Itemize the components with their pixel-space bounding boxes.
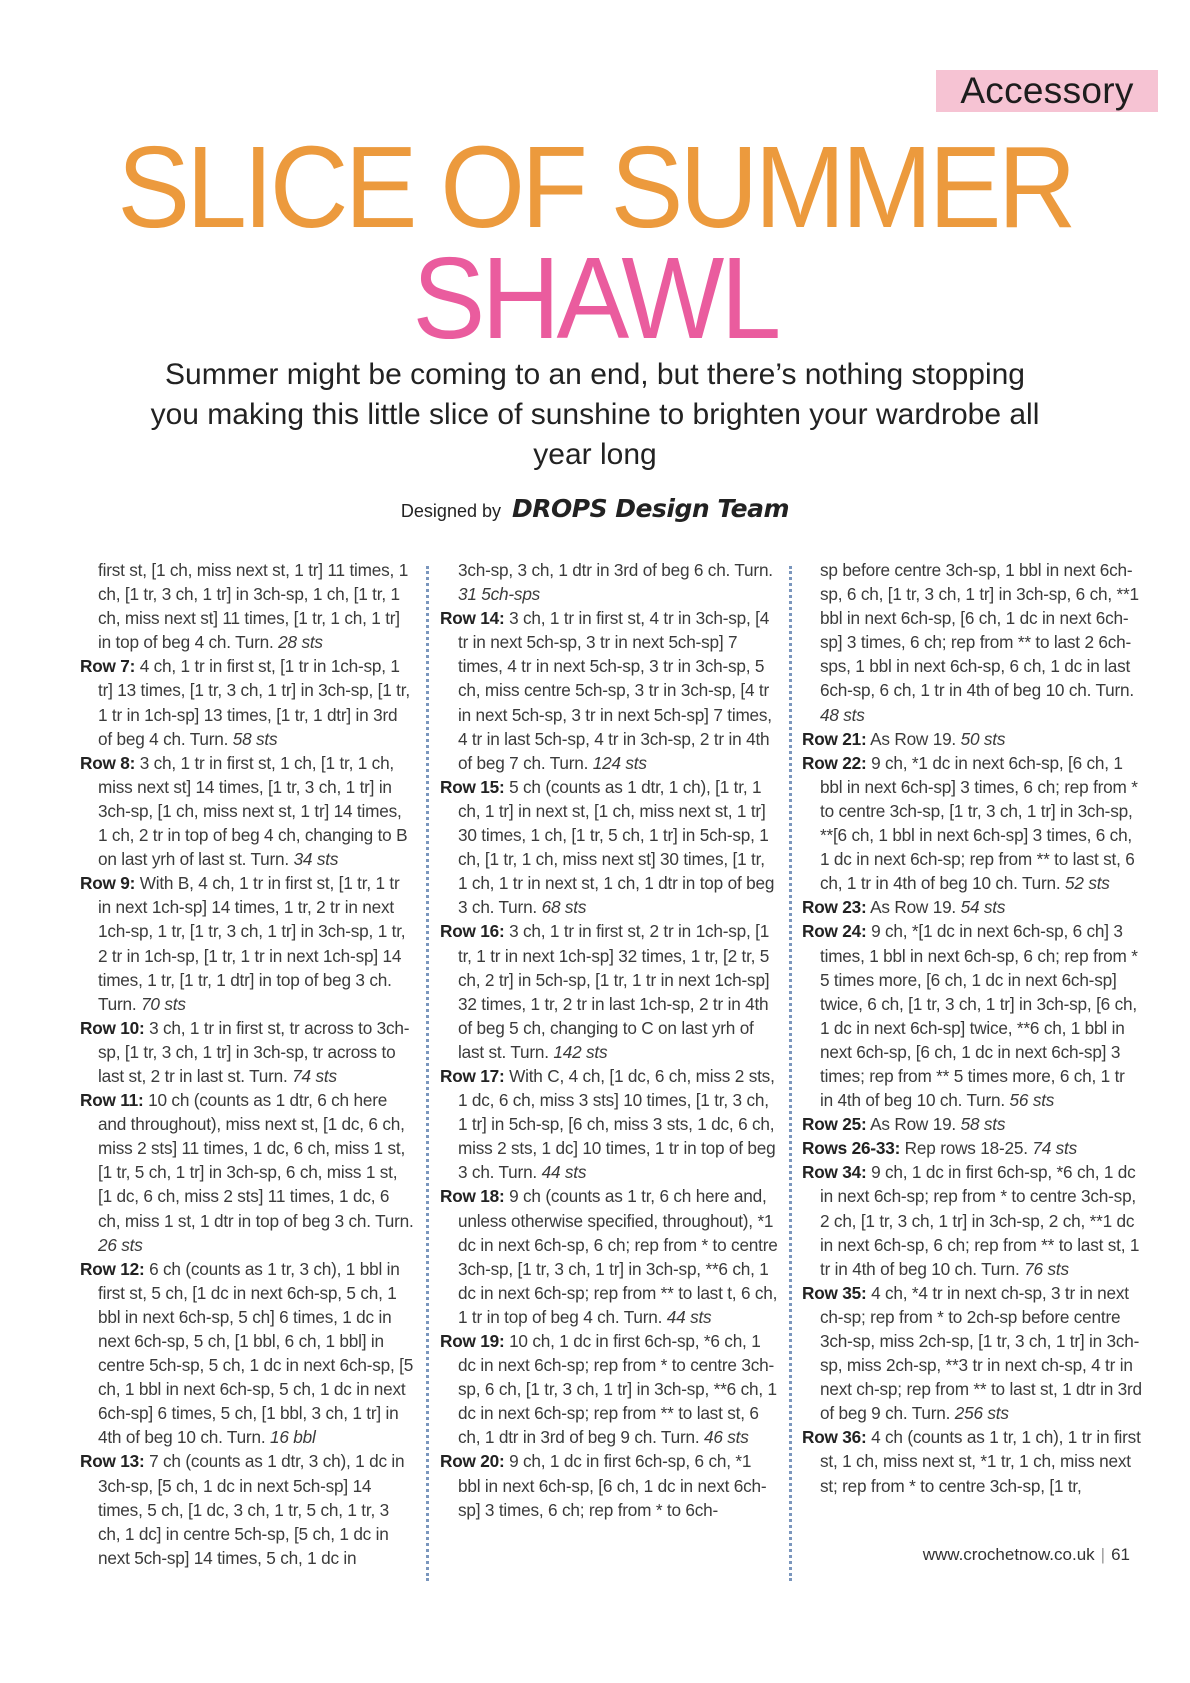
column-divider — [789, 566, 792, 1581]
row-label: Row 7: — [80, 656, 136, 677]
row-instructions: As Row 19. — [866, 897, 961, 918]
row-label: Rows 26-33: — [802, 1138, 901, 1159]
stitch-count: 54 sts — [960, 897, 1006, 918]
row-instructions: 9 ch (counts as 1 tr, 6 ch here and, unless otherwise specified, throughout), *1 dc in next 6ch-sp, 6 ch; rep from * to centre 3ch-sp, [1 tr, 3 ch, 1 tr] in 3ch-sp, **6 ch, 1 dc in next 6ch-sp; rep from ** to last t, 6 ch, 1 tr in top of beg 4 ch. Turn. — [458, 1186, 778, 1327]
designer-name: DROPS Design Team — [512, 494, 790, 523]
row-label: Row 36: — [802, 1427, 867, 1448]
row-instructions: With B, 4 ch, 1 tr in first st, [1 tr, 1 tr in next 1ch-sp] 14 times, 1 tr, 2 tr in next 1ch-sp, 1 tr, [1 tr, 3 ch, 1 tr] in 3ch-sp, 1 tr, 2 tr in 1ch-sp, [1 tr, 1 tr in next 1ch-sp] 14 times, 1 tr, [1 tr, 1 dtr] in top of beg 3 ch. Turn. — [98, 873, 406, 1014]
row-instructions: first st, [1 ch, miss next st, 1 tr] 11 times, 1 ch, [1 tr, 3 ch, 1 tr] in 3ch-sp, 1 ch, [1 tr, 1 ch, miss next st] 11 times, [1 tr, 1 ch, 1 tr] in top of beg 4 ch. Turn. — [98, 560, 409, 653]
pattern-row — [80, 751, 415, 871]
intro-text: Summer might be coming to an end, but there’s nothing stopping you making this little slice of sunshine to brighten your wardrobe all year long — [150, 358, 1040, 471]
row-label: Row 15: — [440, 776, 505, 797]
pattern-row — [440, 1329, 778, 1449]
row-label: Row 19: — [440, 1331, 505, 1351]
stitch-count: 58 sts — [960, 1114, 1006, 1135]
row-instructions: As Row 19. — [866, 728, 961, 749]
title-line-1: SLICE OF SUMMER — [117, 122, 1073, 252]
row-instructions: 9 ch, *1 dc in next 6ch-sp, [6 ch, 1 bbl in next 6ch-sp] 3 times, 6 ch; rep from * to centre 3ch-sp, [1 tr, 3 ch, 1 tr] in 3ch-sp, **[6 ch, 1 bbl in next 6ch-sp] 3 times, 6 ch, 1 dc in next 6ch-sp; rep from ** to last st, 6 ch, 1 tr in 4th of beg 10 ch. Turn. — [820, 752, 1138, 894]
pattern-row — [440, 606, 778, 775]
pattern-row — [440, 775, 778, 920]
pattern-row — [80, 654, 415, 750]
row-label: Row 24: — [802, 921, 867, 942]
row-instructions: 3ch-sp, 3 ch, 1 dtr in 3rd of beg 6 ch. Turn. — [458, 560, 773, 580]
stitch-count: 31 5ch-sps — [458, 584, 541, 605]
pattern-row — [802, 1425, 1142, 1497]
pattern-row — [802, 1281, 1142, 1426]
row-instructions: 3 ch, 1 tr in first st, 4 tr in 3ch-sp, [4 tr in next 5ch-sp, 3 tr in next 5ch-sp] 7 times, 4 tr in next 5ch-sp, 3 tr in 3ch-sp, 5 ch, miss centre 5ch-sp, 3 tr in 3ch-sp, [4 tr in next 5ch-sp, 3 tr in next 5ch-sp] 7 times, 4 tr in last 5ch-sp, 4 tr in 3ch-sp, 2 tr in 4th of beg 7 ch. Turn. — [458, 608, 772, 773]
pattern-row — [802, 727, 1142, 751]
byline-prefix: Designed by — [400, 501, 501, 521]
row-label: Row 21: — [802, 728, 867, 749]
stitch-count: 44 sts — [541, 1162, 587, 1183]
row-instructions: 3 ch, 1 tr in first st, 1 ch, [1 tr, 1 ch, miss next st] 14 times, [1 tr, 3 ch, 1 tr] in 3ch-sp, [1 ch, miss next st, 1 tr] 14 times, 1 ch, 2 tr in top of beg 4 ch, changing to B on last yrh of last st. Turn. — [98, 752, 408, 870]
row-instructions: 3 ch, 1 tr in first st, tr across to 3ch-sp, [1 tr, 3 ch, 1 tr] in 3ch-sp, tr across to last st, 2 tr in last st. Turn. — [98, 1017, 410, 1086]
page-footer — [923, 1545, 1130, 1565]
stitch-count: 74 sts — [292, 1065, 337, 1086]
row-instructions: 7 ch (counts as 1 dtr, 3 ch), 1 dc in 3ch-sp, [5 ch, 1 dc in next 5ch-sp] 14 times, 5 ch, [1 dc, 3 ch, 1 tr, 5 ch, 1 tr, 3 ch, 1 dc] in centre 5ch-sp, [5 ch, 1 dc in next 5ch-sp] 14 times, 5 ch, 1 dc in — [98, 1451, 405, 1568]
stitch-count: 50 sts — [960, 728, 1006, 749]
pattern-row — [802, 751, 1142, 896]
row-instructions: Rep rows 18-25. — [900, 1138, 1033, 1159]
category-tag: Accessory — [936, 70, 1158, 112]
pattern-row — [440, 1449, 778, 1521]
row-instructions: 4 ch, *4 tr in next ch-sp, 3 tr in next ch-sp; rep from * to 2ch-sp before centre 3ch-sp, miss 2ch-sp, [1 tr, 3 ch, 1 tr] in 3ch-sp, miss 2ch-sp, **3 tr in next ch-sp, 4 tr in next ch-sp; rep from ** to last st, 1 dtr in 3rd of beg 9 ch. Turn. — [820, 1282, 1142, 1424]
pattern-row — [80, 1016, 415, 1088]
row-label: Row 11: — [80, 1090, 144, 1111]
website-url[interactable]: www.crochetnow.co.uk — [922, 1545, 1095, 1564]
pattern-row — [802, 1136, 1142, 1160]
row-instructions: 6 ch (counts as 1 tr, 3 ch), 1 bbl in first st, 5 ch, [1 dc in next 6ch-sp, 5 ch, 1 bbl in next 6ch-sp, 5 ch] 6 times, 1 dc in next 6ch-sp, 5 ch, [1 bbl, 6 ch, 1 bbl] in centre 5ch-sp, 5 ch, 1 dc in next 6ch-sp, [5 ch, 1 bbl in next 6ch-sp, 5 ch, 1 dc in next 6ch-sp] 6 times, 5 ch, [1 bbl, 3 ch, 1 tr] in 4th of beg 10 ch. Turn. — [98, 1258, 414, 1448]
pattern-row — [80, 1449, 415, 1569]
pattern-row — [802, 558, 1142, 727]
pattern-row — [802, 1160, 1142, 1280]
row-label: Row 23: — [802, 897, 867, 918]
pattern-row — [80, 871, 415, 1016]
stitch-count: 124 sts — [592, 752, 647, 773]
row-instructions: 5 ch (counts as 1 dtr, 1 ch), [1 tr, 1 ch, 1 tr] in next st, [1 ch, miss next st, 1 tr] 30 times, 1 ch, [1 tr, 5 ch, 1 tr] in 5ch-sp, 1 ch, [1 tr, 1 ch, miss next st] 30 times, [1 tr, 1 ch, 1 tr in next st, 1 ch, 1 dtr in top of beg 3 ch. Turn. — [458, 776, 775, 918]
stitch-count: 52 sts — [1065, 873, 1110, 894]
stitch-count: 34 sts — [293, 849, 339, 870]
row-instructions: 10 ch (counts as 1 dtr, 6 ch here and throughout), miss next st, [1 dc, 6 ch, miss 2 sts] 11 times, 1 dc, 6 ch, miss 1 st, [1 tr, 5 ch, 1 tr] in 3ch-sp, 6 ch, miss 1 st, [1 dc, 6 ch, miss 2 sts] 11 times, 1 dc, 6 ch, miss 1 st, 1 dtr in top of beg 3 ch. Turn. — [98, 1090, 414, 1231]
pattern-column-3 — [802, 558, 1142, 1498]
row-instructions: sp before centre 3ch-sp, 1 bbl in next 6ch-sp, 6 ch, [1 tr, 3 ch, 1 tr] in 3ch-sp, 6 ch, **1 bbl in next 6ch-sp, [6 ch, 1 dc in next 6ch-sp] 3 times, 6 ch; rep from ** to last 2 6ch-sps, 1 bbl in next 6ch-sp, 6 ch, 1 dc in last 6ch-sp, 6 ch, 1 tr in 4th of beg 10 ch. Turn. — [820, 560, 1139, 701]
row-label: Row 20: — [440, 1451, 505, 1472]
row-label: Row 12: — [80, 1258, 145, 1279]
stitch-count: 16 bbl — [269, 1427, 316, 1448]
row-instructions: 9 ch, *[1 dc in next 6ch-sp, 6 ch] 3 times, 1 bbl in next 6ch-sp, 6 ch; rep from * 5 times more, [6 ch, 1 dc in next 6ch-sp] twice, 6 ch, [1 tr, 3 ch, 1 tr] in 3ch-sp, [6 ch, 1 dc in next 6ch-sp] twice, **6 ch, 1 bbl in next 6ch-sp, [6 ch, 1 dc in next 6ch-sp] 3 times; rep from ** 5 times more, 6 ch, 1 tr in 4th of beg 10 ch. Turn. — [820, 921, 1138, 1111]
row-instructions: 3 ch, 1 tr in first st, 2 tr in 1ch-sp, [1 tr, 1 tr in next 1ch-sp] 32 times, 1 tr, [2 tr, 5 ch, 2 tr] in 5ch-sp, [1 tr, 1 tr in next 1ch-sp] 32 times, 1 tr, 2 tr in last 1ch-sp, 2 tr in 4th of beg 5 ch, changing to C on last yrh of last st. Turn. — [458, 921, 770, 1062]
row-instructions: 10 ch, 1 dc in first 6ch-sp, *6 ch, 1 dc in next 6ch-sp; rep from * to centre 3ch-sp, 6 ch, [1 tr, 3 ch, 1 tr] in 3ch-sp, **6 ch, 1 dc in next 6ch-sp; rep from ** to last st, 6 ch, 1 dtr in 3rd of beg 9 ch. Turn. — [458, 1331, 777, 1448]
row-label: Row 17: — [440, 1065, 505, 1086]
row-instructions: As Row 19. — [866, 1114, 961, 1135]
row-instructions: With C, 4 ch, [1 dc, 6 ch, miss 2 sts, 1 dc, 6 ch, miss 3 sts] 10 times, [1 tr, 3 ch, 1 tr] in 5ch-sp, [6 ch, miss 3 sts, 1 dc, 6 ch, miss 2 sts, 1 dc] 10 times, 1 tr in top of beg 3 ch. Turn. — [458, 1065, 776, 1183]
pattern-row — [440, 919, 778, 1064]
stitch-count: 58 sts — [232, 728, 278, 749]
title-line-2: SHAWL — [412, 233, 778, 363]
pattern-row — [440, 558, 778, 606]
stitch-count: 56 sts — [1009, 1090, 1055, 1111]
stitch-count: 74 sts — [1032, 1138, 1078, 1159]
stitch-count: 68 sts — [541, 897, 587, 918]
row-label: Row 8: — [80, 752, 136, 773]
pattern-row — [80, 558, 415, 654]
row-label: Row 18: — [440, 1186, 505, 1207]
stitch-count: 44 sts — [666, 1306, 712, 1327]
pattern-row — [80, 1257, 415, 1450]
byline — [0, 494, 1190, 523]
row-instructions: 9 ch, 1 dc in first 6ch-sp, 6 ch, *1 bbl in next 6ch-sp, [6 ch, 1 dc in next 6ch-sp] 3 times, 6 ch; rep from * to 6ch- — [458, 1451, 767, 1520]
row-label: Row 16: — [440, 921, 505, 942]
row-label: Row 35: — [802, 1282, 867, 1303]
stitch-count: 48 sts — [820, 704, 865, 725]
row-label: Row 25: — [802, 1114, 867, 1135]
row-instructions: 9 ch, 1 dc in first 6ch-sp, *6 ch, 1 dc in next 6ch-sp; rep from * to centre 3ch-sp, 2 ch, [1 tr, 3 ch, 1 tr] in 3ch-sp, 2 ch, **1 dc in next 6ch-sp, 6 ch; rep from ** to last st, 1 tr in 4th of beg 10 ch. Turn. — [820, 1162, 1140, 1279]
pattern-column-1 — [80, 558, 415, 1570]
pattern-row — [440, 1064, 778, 1184]
row-label: Row 9: — [80, 873, 136, 894]
page-number: 61 — [1111, 1545, 1130, 1564]
pattern-row — [802, 1112, 1142, 1136]
stitch-count: 256 sts — [954, 1403, 1009, 1424]
footer-separator: | — [1100, 1545, 1106, 1564]
stitch-count: 76 sts — [1024, 1258, 1069, 1279]
column-divider — [426, 566, 429, 1581]
pattern-row — [80, 1088, 415, 1257]
row-label: Row 13: — [80, 1451, 145, 1472]
stitch-count: 46 sts — [703, 1427, 749, 1448]
pattern-row — [802, 895, 1142, 919]
pattern-row — [802, 919, 1142, 1112]
row-instructions: 4 ch (counts as 1 tr, 1 ch), 1 tr in first st, 1 ch, miss next st, *1 tr, 1 ch, miss next st; rep from * to centre 3ch-sp, [1 tr, — [820, 1427, 1141, 1496]
row-label: Row 14: — [440, 608, 505, 629]
stitch-count: 28 sts — [278, 632, 323, 653]
row-label: Row 34: — [802, 1162, 867, 1183]
stitch-count: 142 sts — [553, 1041, 608, 1062]
pattern-column-2 — [440, 558, 778, 1522]
stitch-count: 70 sts — [141, 993, 186, 1014]
row-instructions: 4 ch, 1 tr in first st, [1 tr in 1ch-sp, 1 tr] 13 times, [1 tr, 3 ch, 1 tr] in 3ch-sp, [1 tr, 1 tr in 1ch-sp] 13 times, [1 tr, 1 dtr] in 3rd of beg 4 ch. Turn. — [98, 656, 410, 749]
row-label: Row 10: — [80, 1017, 145, 1038]
pattern-row — [440, 1184, 778, 1329]
stitch-count: 26 sts — [98, 1234, 143, 1255]
row-label: Row 22: — [802, 752, 867, 773]
